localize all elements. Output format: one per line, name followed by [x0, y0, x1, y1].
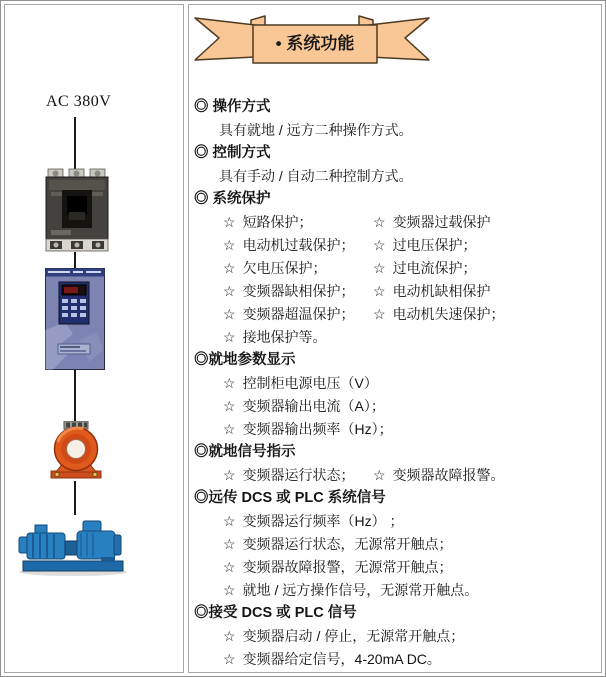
item-text: 电动机缺相保护 [392, 283, 491, 299]
item-cell [223, 211, 373, 234]
connector-line [74, 370, 76, 423]
star-icon: ☆ [223, 467, 236, 483]
section-item [189, 257, 601, 280]
current-transformer-icon [49, 421, 103, 481]
connector-line [74, 117, 76, 170]
section-item [189, 280, 601, 303]
frequency-inverter-image [45, 268, 105, 375]
item-text: 过电压保护； [392, 237, 477, 253]
star-icon: ☆ [373, 467, 386, 483]
item-text: 短路保护； [242, 214, 313, 230]
item-text: 变频器超温保护； [242, 306, 355, 322]
current-transformer-image [49, 421, 103, 486]
section-item [189, 326, 601, 349]
item-cell [373, 464, 505, 487]
item-text: 变频器过载保护 [392, 214, 491, 230]
section-header: ◎远传 DCS 或 PLC 系统信号 [194, 490, 386, 506]
item-text: 电动机失速保护； [392, 306, 505, 322]
section-item [189, 533, 601, 556]
item-text: 变频器启动 / 停止，无源常开触点； [242, 628, 465, 644]
star-icon: ☆ [223, 559, 236, 575]
item-text: 变频器运行状态； [242, 467, 355, 483]
star-icon: ☆ [373, 260, 386, 276]
item-text: 变频器故障报警，无源常开触点； [242, 559, 453, 575]
item-cell [373, 211, 491, 234]
item-text: 变频器缺相保护； [242, 283, 355, 299]
item-text: 就地 / 远方操作信号，无源常开触点。 [242, 582, 479, 598]
star-icon: ☆ [223, 513, 236, 529]
item-text: 过电流保护； [392, 260, 477, 276]
section-item: 具有手动 / 自动二种控制方式。 [219, 168, 413, 184]
star-icon: ☆ [223, 536, 236, 552]
connector-line [74, 481, 76, 515]
section-header: ◎ 控制方式 [194, 145, 271, 161]
item-text: 变频器给定信号，4-20mA DC。 [242, 651, 441, 667]
section-item [189, 648, 601, 671]
item-text: 变频器故障报警。 [392, 467, 505, 483]
star-icon: ☆ [223, 260, 236, 276]
pump-motor-image [17, 513, 129, 582]
content-panel [188, 4, 602, 673]
section-header: ◎ 系统保护 [194, 191, 271, 207]
section-header: ◎就地参数显示 [194, 352, 296, 368]
item-text: 控制柜电源电压（V） [242, 375, 378, 391]
item-cell [373, 303, 505, 326]
star-icon: ☆ [223, 582, 236, 598]
section-item: 具有就地 / 远方二种操作方式。 [219, 122, 413, 138]
section-item [189, 464, 601, 487]
section-item [189, 211, 601, 234]
star-icon: ☆ [373, 283, 386, 299]
star-icon: ☆ [223, 421, 236, 437]
star-icon: ☆ [223, 306, 236, 322]
item-text: 变频器运行状态，无源常开触点； [242, 536, 453, 552]
section-item [189, 625, 601, 648]
item-text: 变频器输出频率（Hz）； [242, 421, 393, 437]
item-cell [373, 280, 491, 303]
power-supply-label: AC 380V [46, 93, 112, 110]
circuit-breaker-icon [45, 168, 109, 252]
star-icon: ☆ [223, 651, 236, 667]
item-cell [373, 257, 477, 280]
sections [189, 96, 601, 671]
banner-title: • 系统功能 [275, 34, 355, 53]
diagram-panel [4, 4, 184, 673]
star-icon: ☆ [223, 628, 236, 644]
circuit-breaker-image [45, 168, 109, 257]
item-cell [223, 234, 373, 257]
section-item [189, 579, 601, 602]
item-cell [223, 280, 373, 303]
star-icon: ☆ [373, 214, 386, 230]
star-icon: ☆ [373, 306, 386, 322]
section-item [189, 510, 601, 533]
section-item [189, 418, 601, 441]
star-icon: ☆ [373, 237, 386, 253]
section-header: ◎接受 DCS 或 PLC 信号 [194, 605, 357, 621]
section-item [189, 395, 601, 418]
section-header: ◎ 操作方式 [194, 99, 271, 115]
star-icon: ☆ [223, 237, 236, 253]
section-item [189, 234, 601, 257]
section-header: ◎就地信号指示 [194, 444, 296, 460]
item-text: 欠电压保护； [242, 260, 327, 276]
star-icon: ☆ [223, 214, 236, 230]
item-cell [223, 257, 373, 280]
pump-motor-icon [17, 513, 129, 577]
section-item [189, 303, 601, 326]
star-icon: ☆ [223, 329, 236, 345]
item-text: 电动机过载保护； [242, 237, 355, 253]
item-cell [373, 234, 477, 257]
frequency-inverter-icon [45, 268, 105, 370]
item-cell [223, 464, 373, 487]
section-item [189, 372, 601, 395]
item-text: 变频器运行频率（Hz） ； [242, 513, 404, 529]
star-icon: ☆ [223, 283, 236, 299]
item-text: 接地保护等。 [242, 329, 327, 345]
section-item [189, 556, 601, 579]
section-banner [193, 15, 431, 71]
star-icon: ☆ [223, 398, 236, 414]
item-text: 变频器输出电流（A）； [242, 398, 385, 414]
item-cell [223, 303, 373, 326]
star-icon: ☆ [223, 375, 236, 391]
